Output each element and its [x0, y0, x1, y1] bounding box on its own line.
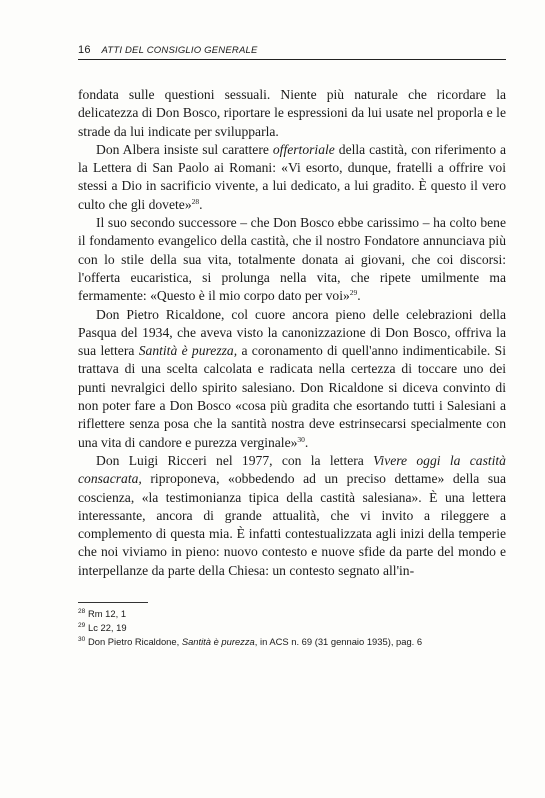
- page-number: 16: [78, 44, 91, 56]
- footnote-30: 30 Don Pietro Ricaldone, Santità è purezza, in ACS n. 69 (31 gennaio 1935), pag. 6: [78, 636, 423, 648]
- running-title: ATTI DEL CONSIGLIO GENERALE: [101, 45, 258, 56]
- body-text: [78, 86, 506, 580]
- footnote-divider: [78, 602, 148, 603]
- footnote-ref-28: 28: [191, 196, 200, 206]
- paragraph-5: Don Luigi Ricceri nel 1977, con la lettera Vivere oggi la castità consacrata, riproponeva, «obbedendo ad un preciso dettame» della sua coscienza, «la testimonianza tipica della castità salesiana». È una lettera interessante, ancora di grande attualità, che vi invito a rileggere a complemento di questa mia. È infatti contestualizzata agli inizi della temperie che noi viviamo in pieno: nuovo contesto e nuove sfide da parte del mondo e interpellanze da parte della Chiesa: un contesto segnato all'in-: [78, 452, 506, 578]
- emphasis-offertoriale: offertoriale: [272, 141, 335, 157]
- paragraph-1: fondata sulle questioni sessuali. Niente più naturale che ricordare la delicatezza di Don Bosco, riportare le espressioni da lui usate nel proporla e le strade da lui indicate per svilupparla.: [78, 87, 506, 139]
- running-header: [78, 44, 506, 60]
- footnote-ref-29: 29: [349, 288, 358, 298]
- page: [78, 44, 506, 649]
- paragraph-4: Don Pietro Ricaldone, col cuore ancora pieno delle celebrazioni della Pasqua del 1934, che aveva visto la canonizzazione di Don Bosco, offriva la sua lettera Santità è purezza, a coronamento di quell'anno indimenticabile. Si trattava di una scelta calcolata e radicata nella certezza di toccare uno dei punti nevralgici dello spirito salesiano. Don Ricaldone si diceva convinto di non poter fare a Don Bosco «cosa più gradita che esortando tutti i Salesiani a riflettere senza posa che la santità nostra deve estrinsecarsi specialmente con una vita di candore e purezza verginale»$^{30}$.: [78, 306, 506, 450]
- footnotes: [78, 607, 506, 649]
- paragraph-2: Don Albera insiste sul carattere offertoriale della castità, con riferimento a la Lettera di San Paolo ai Romani: «Vi esorto, dunque, fratelli a offrire voi stessi a Dio in sacrificio vivente, a lui dedicato, a lui gradito. È questo il vero culto che gli dovete»$^{28}$.: [78, 141, 506, 212]
- emphasis-santita-purezza: Santità è purezza,: [138, 343, 238, 359]
- footnote-ref-30: 30: [297, 434, 305, 444]
- emphasis-vivere-oggi: Vivere oggi la castità consacrata,: [78, 452, 506, 487]
- footnote-28: 28 Rm 12, 1: [78, 608, 127, 620]
- footnote-29: 29 Lc 22, 19: [78, 622, 127, 634]
- paragraph-3: Il suo secondo successore – che Don Bosco ebbe carissimo – ha colto bene il fondamento evangelico della castità, che il nostro Fondatore annunciava più con lo stile della sua vita, totalmente donata ai giovani, che coi discorsi: l'offerta eucaristica, si prolunga nella vita, che ripete umilmente ma fermamente: «Questo è il mio corpo dato per voi»$^{29}$.: [78, 215, 506, 304]
